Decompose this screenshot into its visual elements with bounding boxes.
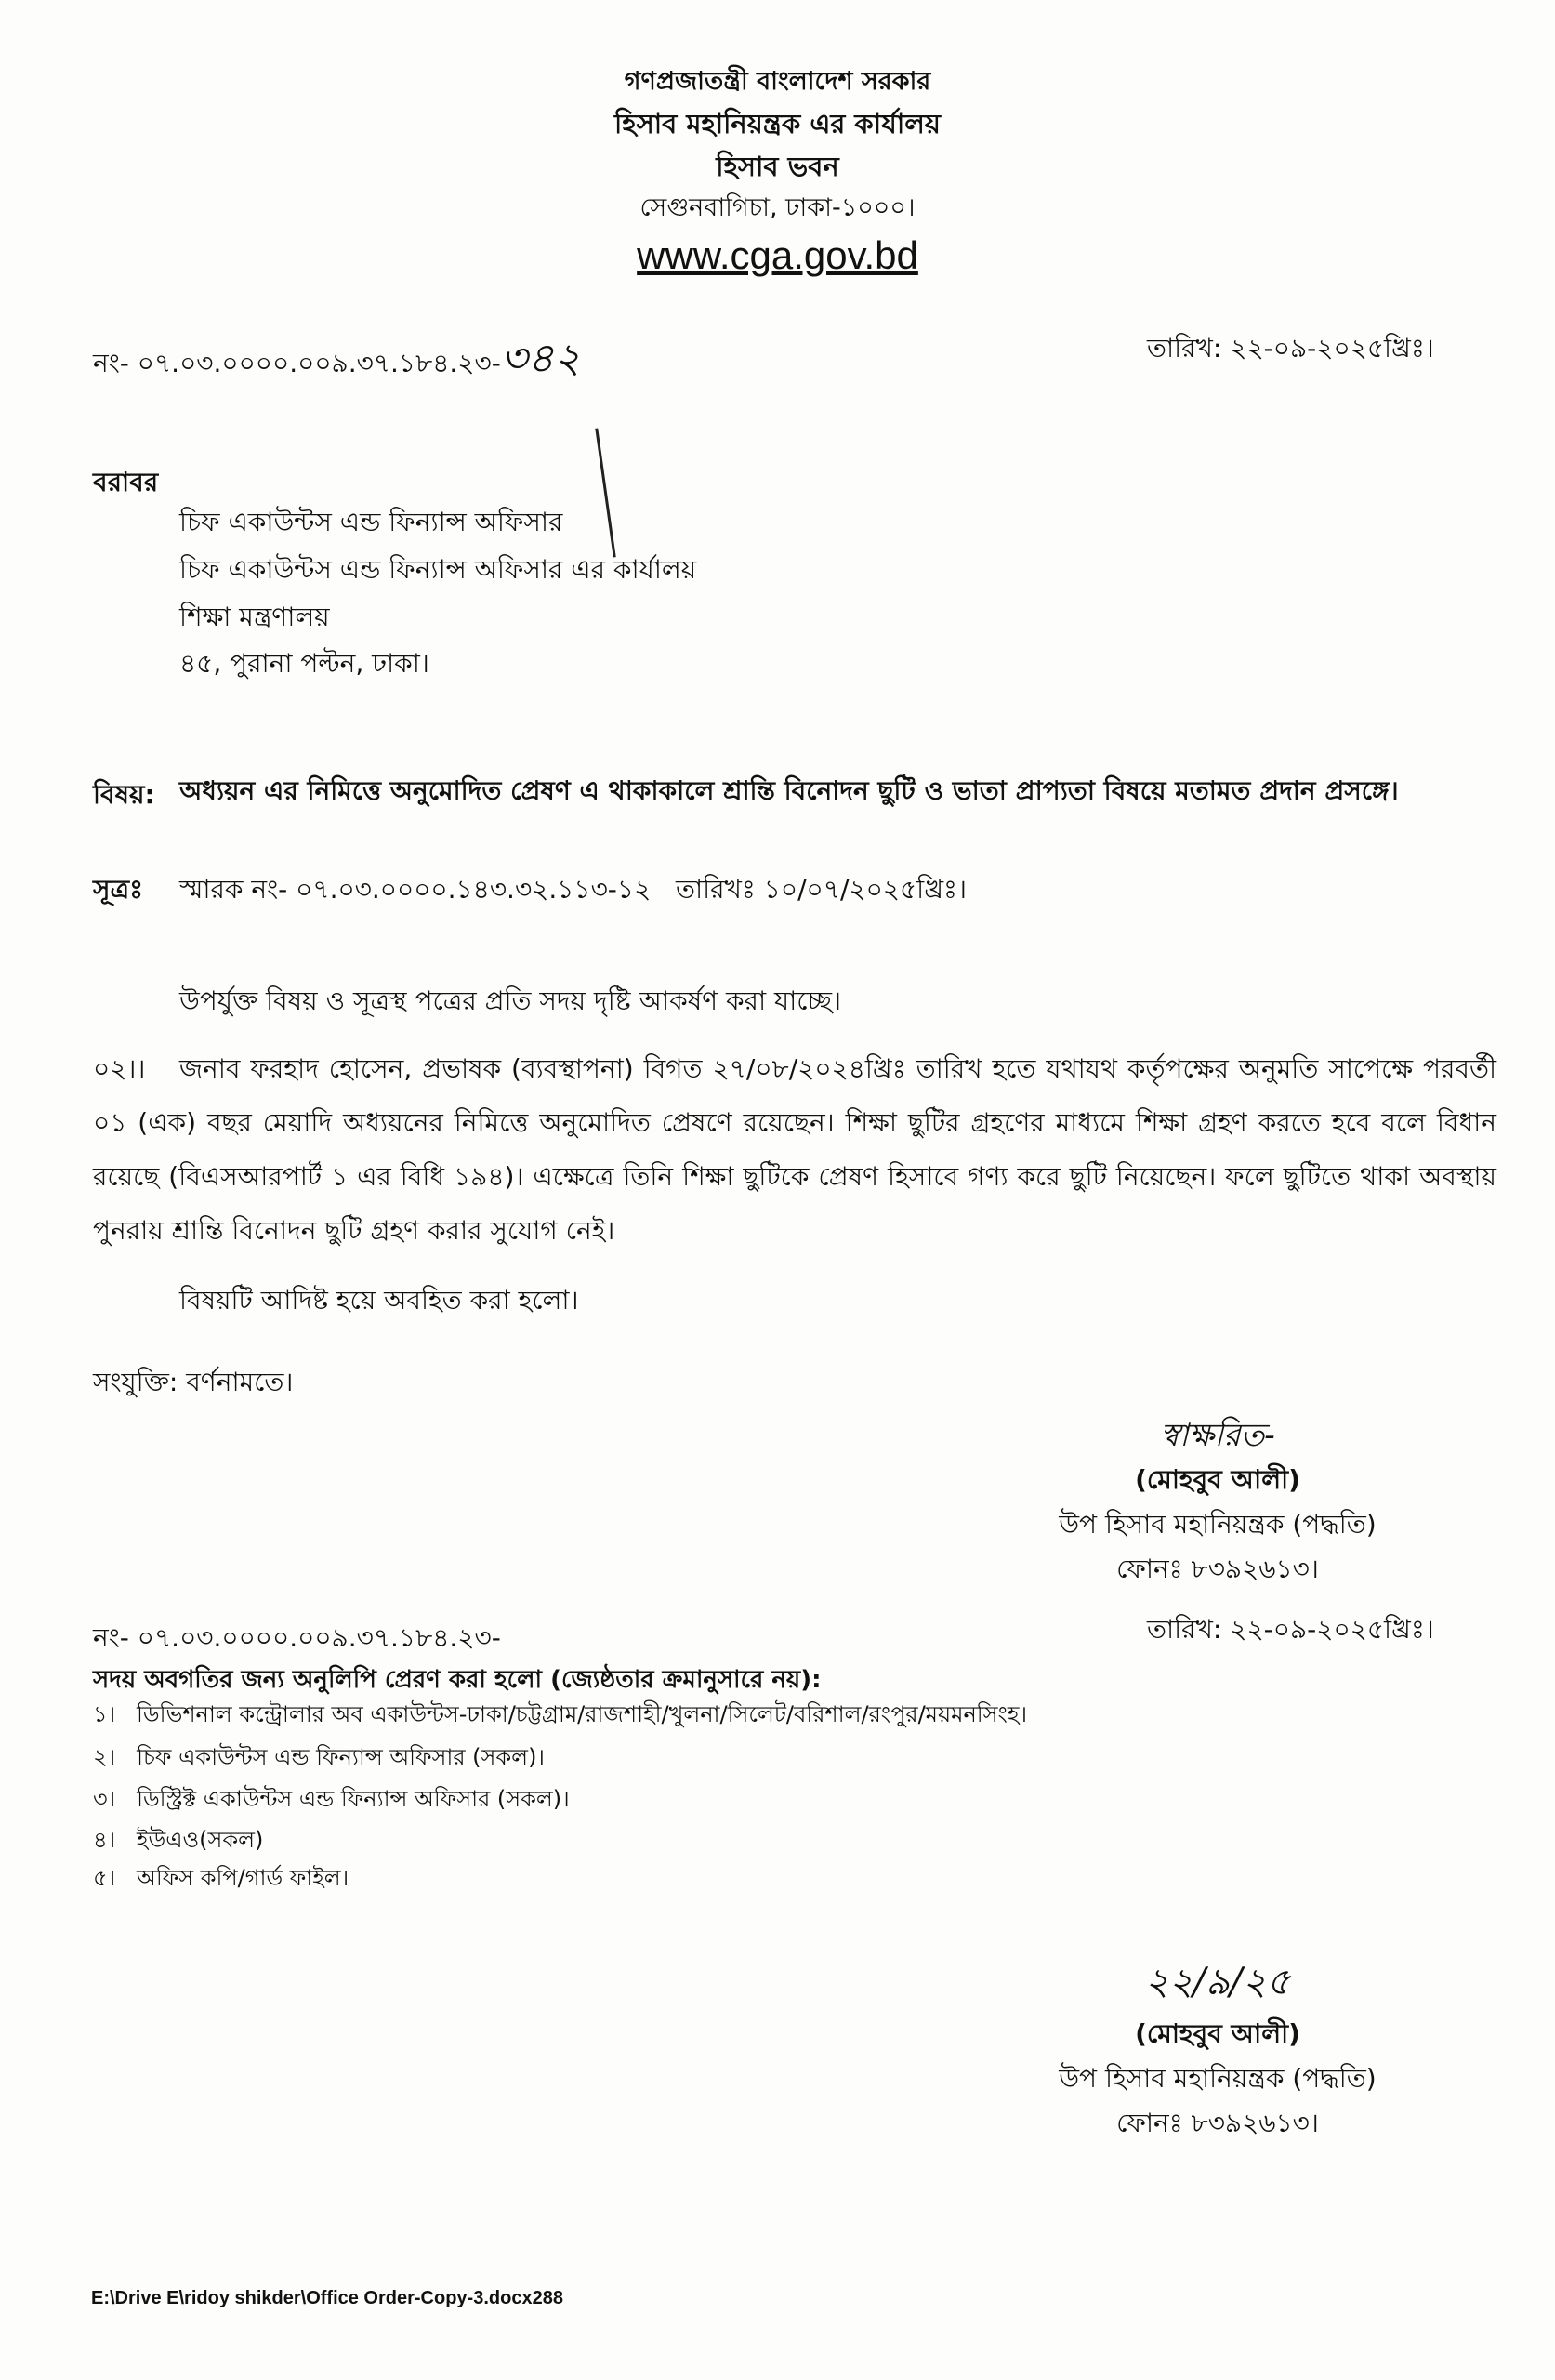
signatory-name: (মোহবুব আলী) [1135,1464,1300,1495]
website-link[interactable]: www.cga.gov.bd [637,233,918,277]
memo-date: তারিখ: ২২-০৯-২০২৫খ্রিঃ। [1147,333,1434,364]
signature: স্বাক্ষরিত- [1160,1417,1275,1454]
item-text: অফিস কপি/গার্ড ফাইল। [137,1865,349,1891]
signatory-block-2 [967,1952,1469,2146]
addressee-line: চিফ একাউন্টস এন্ড ফিন্যান্স অফিসার [179,507,563,537]
memo-number [93,335,581,384]
memo-number-text: নং- ০৭.০৩.০০০০.০০৯.৩৭.১৮৪.২৩- [93,348,501,378]
copy-list-item [93,1701,1027,1728]
signatory-phone: ফোনঃ ৮৩৯২৬১৩। [1116,1554,1319,1584]
copy-memo-number: নং- ০৭.০৩.০০০০.০০৯.৩৭.১৮৪.২৩- [93,1622,501,1653]
item-text: ডিভিশনাল কন্ট্রোলার অব একাউন্টস-ঢাকা/চট্টগ্রাম/রাজশাহী/খুলনা/সিলেট/বরিশাল/রংপুর/ময়মনসিংহ। [137,1701,1028,1727]
file-path-footer: E:\Drive E\ridoy shikder\Office Order-Copy-3.docx288 [91,2288,563,2308]
signatory-phone: ফোনঃ ৮৩৯২৬১৩। [1116,2108,1319,2138]
item-text: ডিস্ট্রিক্ট একাউন্টস এন্ড ফিন্যান্স অফিসার (সকল)। [137,1786,570,1812]
govt-name: গণপ্রজাতন্ত্রী বাংলাদেশ সরকার [624,67,931,96]
reference-label: সূত্রঃ [93,874,143,905]
item-number: ৫। [93,1865,116,1891]
copy-list-item [93,1786,570,1813]
signatory-name: (মোহবুব আলী) [1135,2018,1300,2049]
copy-heading: সদয় অবগতির জন্য অনুলিপি প্রেরণ করা হলো (জ্যেষ্ঠতার ক্রমানুসারে নয়): [93,1666,822,1694]
reference-date: তারিখঃ ১০/০৭/২০২৫খ্রিঃ। [675,874,967,905]
item-number: ৪। [93,1827,116,1853]
copy-memo-date: তারিখ: ২২-০৯-২০২৫খ্রিঃ। [1147,1614,1434,1645]
reference-text [179,874,967,906]
addressee-line: শিক্ষা মন্ত্রণালয় [179,602,330,632]
subject-label: বিষয়: [93,779,155,810]
addressee-line: ৪৫, পুরানা পল্টন, ঢাকা। [179,648,429,679]
item-text: চিফ একাউন্টস এন্ড ফিন্যান্স অফিসার (সকল)। [137,1744,546,1770]
signatory-title: উপ হিসাব মহানিয়ন্ত্রক (পদ্ধতি) [1059,1509,1377,1540]
paragraph-2: জনাব ফরহাদ হোসেন, প্রভাষক (ব্যবস্থাপনা) বিগত ২৭/০৮/২০২৪খ্রিঃ তারিখ হতে যথাযথ কর্তৃপক্ষের অনুমতি সাপেক্ষে পরবর্তী ০১ (এক) বছর মেয়াদি অধ্যয়নের নিমিত্তে অনুমোদিত প্রেষণে রয়েছেন। শিক্ষা ছুটির গ্রহণের মাধ্যমে শিক্ষা গ্রহণ করতে হবে বলে বিধান রয়েছে (বিএসআরপার্ট ১ এর বিধি ১৯৪)। এক্ষেত্রে তিনি শিক্ষা ছুটিকে প্রেষণ হিসাবে গণ্য করে ছুটি নিয়েছেন। ফলে ছুটিতে থাকা অবস্থায় পুনরায় শ্রান্তি বিনোদন ছুটি গ্রহণ করার সুযোগ নেই। [93,1053,1496,1246]
copy-list-item [93,1865,349,1892]
attachment-note: সংযুক্তি: বর্ণনামতে। [93,1367,294,1397]
addressee-label: বরাবর [93,467,159,497]
signatory-block-1 [967,1413,1469,1592]
item-number: ২। [93,1744,116,1770]
handwritten-signature: ২২/৯/২৫ [1144,1961,1291,2003]
item-number: ১। [93,1701,116,1727]
paragraph-1: উপর্যুক্ত বিষয় ও সূত্রস্থ পত্রের প্রতি সদয় দৃষ্টি আকর্ষণ করা যাচ্ছে। [179,985,841,1016]
building-name: হিসাব ভবন [716,151,839,182]
handwritten-number: ৩৪২ [500,335,581,382]
signatory-title: উপ হিসাব মহানিয়ন্ত্রক (পদ্ধতি) [1059,2063,1377,2094]
office-address: সেগুনবাগিচা, ঢাকা-১০০০। [639,193,916,222]
copy-list-item [93,1744,545,1771]
reference-memo: স্মারক নং- ০৭.০৩.০০০০.১৪৩.৩২.১১৩-১২ [179,874,652,905]
item-text: ইউএও(সকল) [137,1827,264,1853]
copy-list-item [93,1827,263,1854]
subject-text: অধ্যয়ন এর নিমিত্তে অনুমোদিত প্রেষণ এ থাকাকালে শ্রান্তি বিনোদন ছুটি ও ভাতা প্রাপ্যতা বিষয়ে মতামত প্রদান প্রসঙ্গে। [179,775,1399,806]
item-number: ৩। [93,1786,116,1812]
office-name: হিসাব মহানিয়ন্ত্রক এর কার্যালয় [614,108,941,139]
paragraph-3: বিষয়টি আদিষ্ট হয়ে অবহিত করা হলো। [179,1285,579,1316]
paragraph-2-number: ০২।। [93,1053,146,1084]
pen-stroke [595,428,615,557]
addressee-line: চিফ একাউন্টস এন্ড ফিন্যান্স অফিসার এর কার্যালয় [179,554,697,585]
